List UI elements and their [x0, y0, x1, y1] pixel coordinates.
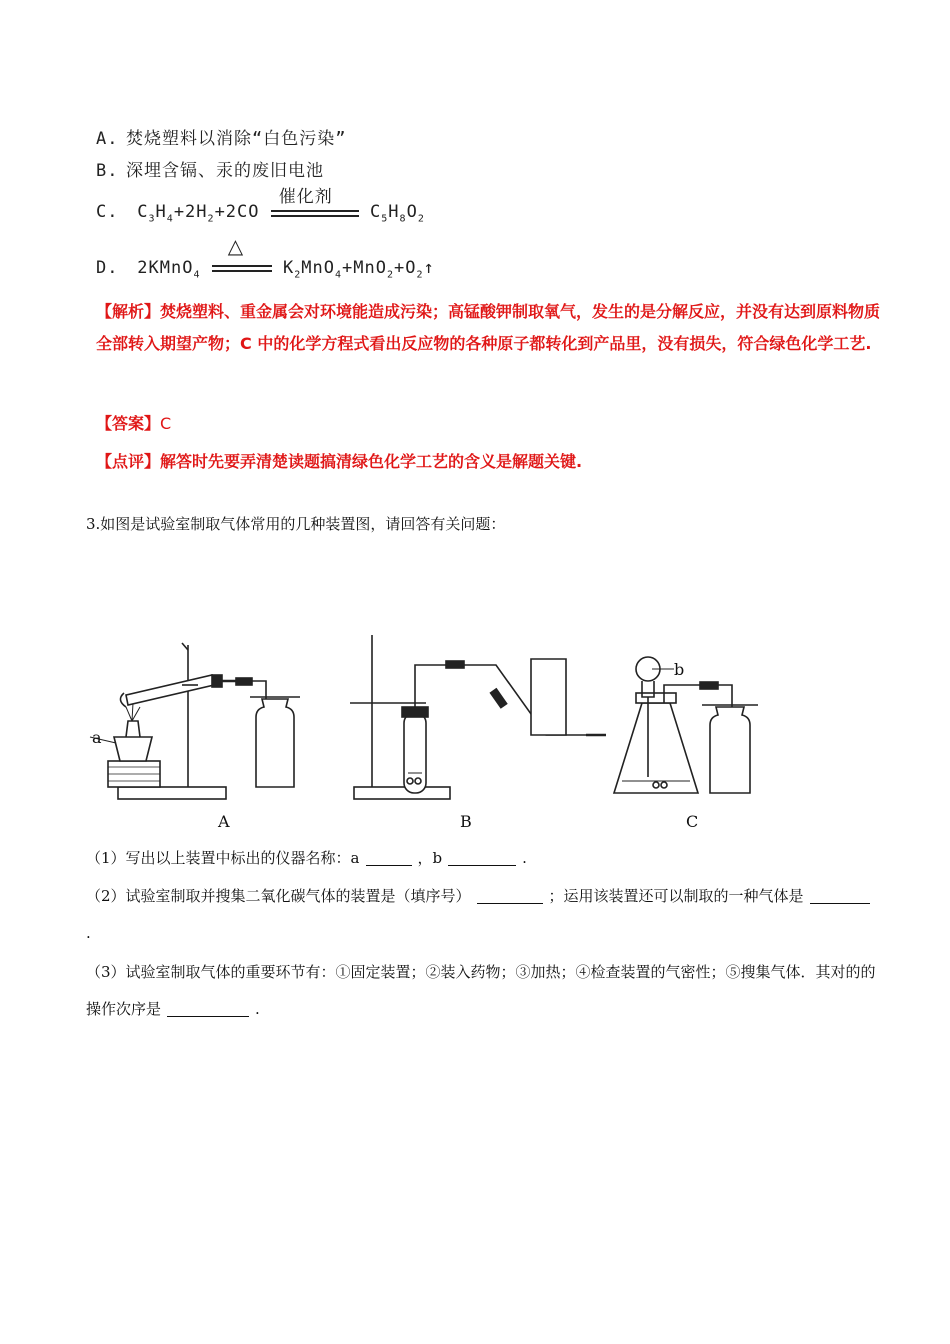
subquestion-1-end: . [522, 849, 527, 867]
equation-c-left: $C_3H_4+2H_2+2CO$ [137, 202, 260, 225]
subquestion-2 [86, 878, 876, 952]
apparatus-label-c: C [686, 812, 699, 831]
blank-device[interactable] [477, 887, 543, 904]
option-c [96, 187, 425, 225]
analysis-block [96, 296, 882, 360]
subquestion-3-end: . [255, 1000, 260, 1018]
apparatus-c [614, 657, 758, 793]
subquestion-1-mid: ，b [417, 849, 443, 867]
blank-b[interactable] [448, 849, 516, 866]
option-a-label: A. [96, 129, 119, 149]
answer-tag: 【答案】 [96, 414, 161, 433]
apparatus-b [350, 635, 606, 799]
option-b-label: B. [96, 161, 119, 181]
question3-stem: 3.如图是试验室制取气体常用的几种装置图，请回答有关问题： [86, 515, 506, 533]
subquestion-1-text: （1）写出以上装置中标出的仪器名称：a [86, 849, 360, 867]
subquestion-3-text: （3）试验室制取气体的重要环节有：①固定装置；②装入药物；③加热；④检查装置的气密性；⑤搜集气体．其对的的操作次序是 [86, 963, 876, 1018]
equation-d-condition: △ [227, 234, 245, 258]
analysis-text: 焚烧塑料、重金属会对环境能造成污染；高锰酸钾制取氧气，发生的是分解反应，并没有达到原料物质全部转入期望产物；C 中的化学方程式看出反应物的各种原子都转化到产品里，没有损失，符合绿色化学工艺. [96, 302, 881, 353]
subquestion-1 [86, 840, 876, 877]
analysis-tag: 【解析】 [96, 302, 161, 321]
apparatus-a [90, 643, 300, 799]
option-a [96, 124, 346, 149]
subquestion-2-mid: ；运用该装置还可以制取的一种气体是 [548, 887, 804, 905]
comment-text: 解答时先要弄清楚读题搞清绿色化学工艺的含义是解题关键. [160, 452, 583, 471]
equation-d-right: $K_2MnO_4+MnO_2+O_2↑$ [282, 258, 435, 281]
option-a-text: 焚烧塑料以消除“白色污染” [126, 129, 347, 149]
apparatus-label-b: B [460, 812, 472, 831]
equation-c-condition: 催化剂 [278, 187, 333, 207]
option-d [96, 234, 435, 281]
blank-order[interactable] [167, 1000, 249, 1017]
answer-text: C [160, 414, 172, 433]
equation-c-arrow [271, 187, 359, 222]
blank-a[interactable] [366, 849, 412, 866]
figure-label-b: b [674, 660, 685, 679]
option-b-text: 深埋含镉、汞的废旧电池 [126, 161, 324, 181]
option-c-label: C. [96, 202, 119, 222]
equation-d-arrow [212, 234, 272, 278]
subquestion-2-end: . [86, 924, 91, 942]
apparatus-label-a: A [218, 812, 230, 831]
subquestion-3 [86, 954, 876, 1028]
equation-c-right: $C_5H_8O_2$ [370, 202, 425, 225]
equation-d-left: 2KMnO$_4$ [137, 258, 201, 281]
figure-label-a: a [92, 728, 102, 747]
option-d-label: D. [96, 258, 119, 278]
subquestion-2-text: （2）试验室制取并搜集二氧化碳气体的装置是（填序号） [86, 887, 471, 905]
answer-block [96, 408, 882, 440]
comment-tag: 【点评】 [96, 452, 161, 471]
option-b [96, 156, 324, 181]
blank-gas[interactable] [810, 887, 870, 904]
comment-block [96, 446, 882, 478]
apparatus-figure [86, 625, 806, 835]
